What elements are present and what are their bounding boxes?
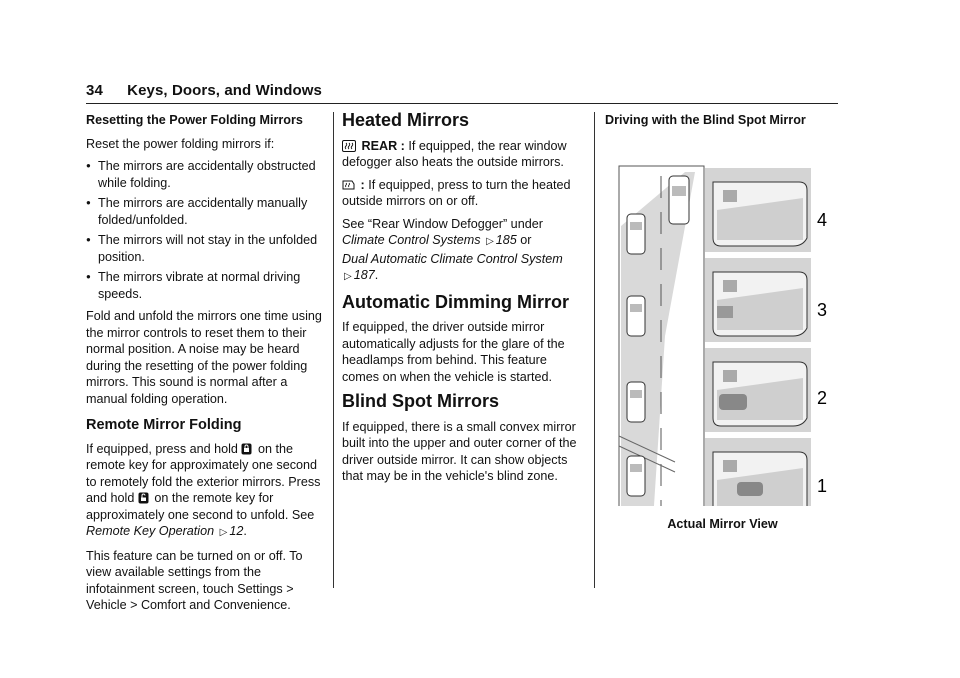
auto-dimming-paragraph: If equipped, the driver outside mirror automatically adjusts for the glare of the headlamps from behind. This feature comes on when the vehicle is started. (342, 320, 565, 384)
mirror-panel-3 (705, 258, 811, 342)
blind-spot-driving-heading: Driving with the Blind Spot Mirror (605, 113, 806, 127)
remote-text-3: on the remote key for approximately one second to unfold. See (86, 491, 315, 522)
resetting-heading: Resetting the Power Folding Mirrors (86, 113, 303, 127)
middle-column (342, 112, 580, 491)
panel-number-3: 3 (817, 299, 828, 320)
mirror-panel-4 (705, 168, 811, 252)
climate-control-link[interactable]: Climate Control Systems (342, 233, 481, 247)
see-text: See “Rear Window Defogger” under (342, 216, 543, 231)
list-item: ● The mirrors will not stay in the unfolded position. (86, 232, 324, 265)
left-column (86, 112, 324, 620)
blind-spot-heading: Blind Spot Mirrors (342, 391, 499, 411)
panel-number-2: 2 (817, 387, 828, 408)
rear-text: If equipped, the rear window defogger also heats the outside mirrors. (342, 138, 567, 169)
settings-paragraph: This feature can be turned on or off. To view available settings from the infotainment screen, touch Settings > Vehicle > Comfort and Convenience. (86, 548, 303, 612)
unlock-icon (138, 492, 149, 504)
blind-spot-mirror-illustration (605, 136, 840, 506)
page-reference[interactable]: 12 (229, 524, 244, 538)
header-rule (86, 103, 838, 104)
right-column (605, 112, 840, 532)
remote-text-2: on the remote key for approximately one second to remotely fold the exterior mirrors. Press and hold (86, 441, 321, 505)
mirror-text: If equipped, press to turn the heated outside mirrors on or off. (342, 177, 571, 208)
blind-spot-paragraph: If equipped, there is a small convex mirror built into the upper and outer corner of the driver outside mirror. It can show objects that may be in the vehicle's blind zone. (342, 419, 577, 483)
remote-folding-heading: Remote Mirror Folding (86, 417, 242, 433)
panel-number-4: 4 (817, 209, 828, 230)
see-also-paragraph: See “Rear Window Defogger” under Climate Control Systems ▷ 185 or Dual Automatic Climate Control System ▷ 187. (342, 216, 563, 282)
mirror-panel-2 (705, 348, 811, 432)
rear-defogger-paragraph (342, 138, 580, 171)
heated-mirror-paragraph (342, 177, 580, 210)
or-text: or (520, 233, 532, 247)
list-item: ● The mirrors vibrate at normal driving speeds. (86, 269, 324, 302)
dual-climate-control-link[interactable]: Dual Automatic Climate Control System (342, 251, 563, 266)
chapter-title: Keys, Doors, and Windows (127, 82, 322, 99)
figure-caption: Actual Mirror View (667, 516, 778, 531)
page-ref-arrow-icon: ▷ (219, 527, 228, 538)
heated-mirror-icon (342, 179, 355, 191)
mirror-diagram (605, 136, 840, 506)
page-ref-arrow-icon: ▷ (486, 236, 494, 247)
column-divider (594, 112, 595, 588)
reset-conditions-list (86, 158, 324, 302)
reset-intro: Reset the power folding mirrors if: (86, 136, 275, 151)
mirror-panel-1 (705, 438, 811, 506)
auto-dimming-heading: Automatic Dimming Mirror (342, 291, 570, 312)
column-divider (333, 112, 334, 588)
lock-icon (241, 443, 252, 455)
road-overhead-view (619, 166, 704, 506)
rear-defogger-icon (342, 140, 356, 152)
list-item: ● The mirrors are accidentally obstructed while folding. (86, 158, 324, 191)
remote-paragraph: If equipped, press and hold on the remote key for approximately one second to remotely fold the exterior mirrors. Press and hold on the remote key for approximately one second to unfold. See Remote Key Operation ▷ 12. (86, 441, 321, 538)
page-reference[interactable]: 187 (353, 268, 375, 282)
page-ref-arrow-icon: ▷ (344, 271, 352, 282)
page-number: 34 (86, 82, 103, 99)
fold-paragraph: Fold and unfold the mirrors one time using the mirror controls to reset them to their normal position. A noise may be heard during the resetting of the power folding mirrors. This sound is normal after a manual folding operation. (86, 309, 322, 406)
page-header (86, 82, 322, 99)
list-item: ● The mirrors are accidentally manually folded/unfolded. (86, 195, 324, 228)
heated-mirrors-heading: Heated Mirrors (342, 110, 470, 130)
page-reference[interactable]: 185 (495, 233, 517, 247)
panel-number-1: 1 (817, 475, 828, 496)
mirror-label: : (360, 177, 365, 192)
remote-key-operation-link[interactable]: Remote Key Operation (86, 524, 215, 538)
rear-label: REAR : (361, 138, 405, 153)
remote-text-1: If equipped, press and hold (86, 441, 238, 456)
